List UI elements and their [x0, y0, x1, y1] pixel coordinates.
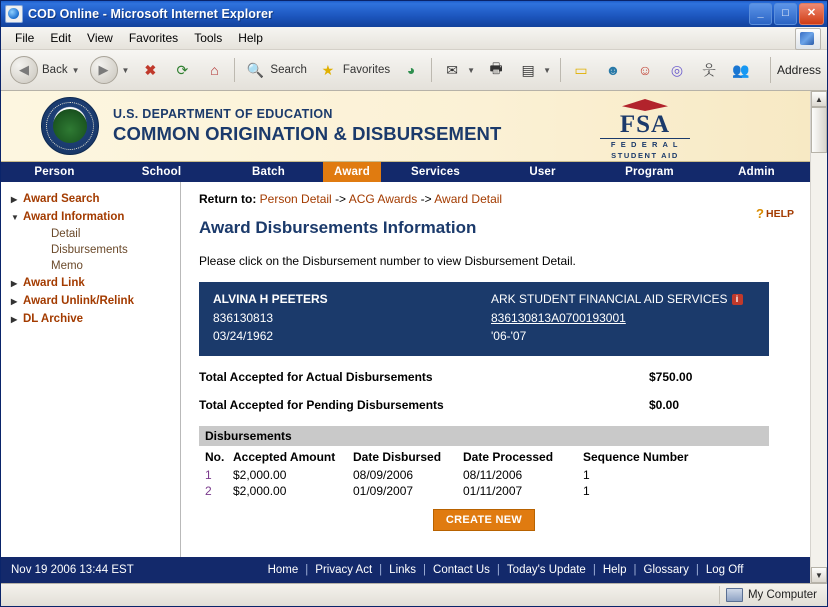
- sidebar-subitem-detail[interactable]: Detail: [51, 228, 81, 240]
- nav-batch[interactable]: Batch: [252, 166, 285, 178]
- sidebar-subitem-disbursements[interactable]: Disbursements: [51, 244, 128, 256]
- vertical-scrollbar[interactable]: [810, 91, 827, 583]
- footer-link-help[interactable]: Help: [602, 564, 627, 576]
- minimize-button[interactable]: [749, 3, 772, 25]
- row-date-processed-cell: 08/11/2006: [463, 467, 523, 482]
- title-bar: [1, 1, 827, 27]
- main-panel: [181, 182, 810, 558]
- sidebar-item-award-information[interactable]: [1, 208, 180, 226]
- window-title: COD Online - Microsoft Internet Explorer: [28, 7, 273, 21]
- star-icon: ★: [321, 61, 335, 78]
- header-sequence-number: Sequence Number: [583, 449, 689, 464]
- department-title: [113, 107, 501, 145]
- header-date-processed: Date Processed: [463, 449, 554, 464]
- nav-person[interactable]: Person: [34, 166, 75, 178]
- footer-link-todays-update[interactable]: Today's Update: [506, 564, 586, 576]
- row-date-disbursed-cell: 01/09/2007: [353, 483, 414, 498]
- disbursements-section-title: Disbursements: [199, 426, 769, 446]
- window-controls: [749, 3, 824, 25]
- close-icon: ✕: [806, 6, 817, 19]
- person-button[interactable]: [693, 55, 725, 85]
- sidebar-item-label: DL Archive: [23, 313, 84, 325]
- totals-section: [199, 370, 769, 412]
- school-name: ARK STUDENT FINANCIAL AID SERVICES: [491, 292, 728, 306]
- footer-links: [231, 564, 810, 576]
- help-label: HELP: [765, 207, 794, 220]
- nav-school[interactable]: School: [141, 166, 182, 178]
- toolbar-separator: [770, 57, 771, 83]
- menu-help[interactable]: Help: [238, 31, 263, 45]
- return-to-label: Return to:: [199, 192, 257, 206]
- forward-arrow-icon: ▶: [90, 56, 118, 84]
- zone-label: My Computer: [747, 589, 817, 601]
- nav-user[interactable]: User: [529, 166, 556, 178]
- zoom-button[interactable]: [661, 55, 693, 85]
- footer-separator: |: [423, 564, 427, 576]
- close-button[interactable]: [799, 3, 824, 25]
- scroll-down-button[interactable]: ▼: [811, 567, 827, 583]
- row-sequence-cell: 1: [583, 483, 590, 498]
- triangle-right-icon: ▶: [11, 314, 18, 324]
- sidebar-subitem-memo[interactable]: Memo: [51, 260, 83, 272]
- breadcrumb-person-detail[interactable]: Person Detail: [259, 192, 332, 206]
- edit-page-icon: ▤: [521, 61, 535, 78]
- student-ssn: 836130813: [213, 310, 274, 325]
- fsa-sub-1: F E D E R A L: [600, 138, 690, 149]
- sidebar-item-label: Award Search: [23, 193, 100, 205]
- scrollbar-track[interactable]: [811, 153, 827, 567]
- nav-admin[interactable]: Admin: [738, 166, 775, 178]
- toolbar-separator: [234, 58, 235, 82]
- scroll-up-button[interactable]: ▲: [811, 91, 827, 107]
- back-button[interactable]: [5, 55, 85, 85]
- stop-icon: ✖: [144, 61, 157, 78]
- messenger-icon: ☻: [605, 62, 621, 78]
- menu-favorites[interactable]: Favorites: [128, 31, 179, 45]
- favorites-button[interactable]: [312, 55, 395, 85]
- footer-link-log-off[interactable]: Log Off: [705, 564, 744, 576]
- help-link[interactable]: [756, 206, 794, 221]
- create-new-button[interactable]: CREATE NEW: [433, 509, 535, 531]
- smiley-icon: ☺: [637, 62, 653, 78]
- home-icon: ⌂: [210, 62, 219, 78]
- nav-award[interactable]: Award: [322, 162, 382, 182]
- maximize-icon: □: [782, 6, 789, 19]
- footer-separator: |: [592, 564, 596, 576]
- mail-icon: ✉: [446, 61, 459, 78]
- sidebar-item-award-link[interactable]: [1, 274, 180, 292]
- refresh-icon: ⟳: [176, 61, 189, 78]
- menu-bar: [1, 27, 827, 50]
- emoticon-button[interactable]: [629, 55, 661, 85]
- fsa-wordmark: FSA: [619, 111, 671, 138]
- total-actual-value: $750.00: [649, 369, 693, 384]
- table-row: [199, 467, 769, 483]
- footer-link-home[interactable]: Home: [267, 564, 299, 576]
- total-pending-label: Total Accepted for Pending Disbursements: [199, 397, 444, 412]
- back-label: Back: [42, 64, 68, 76]
- stop-button[interactable]: [134, 55, 166, 85]
- footer-timestamp: Nov 19 2006 13:44 EST: [11, 564, 134, 576]
- question-mark-icon: ?: [756, 206, 764, 221]
- primary-nav: [1, 162, 810, 182]
- footer-separator: |: [305, 564, 309, 576]
- history-icon: ◕: [406, 62, 416, 78]
- toolbar-separator: [431, 58, 432, 82]
- triangle-down-icon: ▼: [11, 212, 19, 222]
- row-date-processed-cell: 01/11/2007: [463, 483, 523, 498]
- print-button[interactable]: [480, 55, 512, 85]
- home-button[interactable]: [198, 55, 230, 85]
- browser-toolbar: [1, 50, 827, 91]
- security-zone: [719, 586, 823, 604]
- notes-button[interactable]: [565, 55, 597, 85]
- person-icon: 웃: [702, 62, 716, 78]
- nav-services[interactable]: Services: [411, 166, 460, 178]
- chevron-down-icon: ▼: [543, 65, 551, 75]
- row-number-cell[interactable]: [199, 467, 233, 483]
- triangle-right-icon: ▶: [11, 278, 18, 288]
- menu-file[interactable]: File: [15, 31, 35, 45]
- fsa-sub-2: STUDENT AID: [611, 151, 679, 161]
- forward-button[interactable]: [85, 55, 135, 85]
- disbursement-number-link[interactable]: 2: [205, 483, 212, 498]
- disbursements-table: [199, 446, 769, 499]
- toolbar-separator: [560, 58, 561, 82]
- row-number-cell[interactable]: [199, 483, 233, 499]
- page-footer: [1, 557, 810, 583]
- student-summary-box: [199, 282, 769, 356]
- student-identity: [213, 290, 491, 346]
- award-id-link[interactable]: 836130813A0700193001: [491, 310, 626, 325]
- sidebar: [1, 182, 181, 558]
- sidebar-item-dl-archive[interactable]: [1, 310, 180, 328]
- chevron-down-icon: ▼: [467, 65, 476, 75]
- address-label: Address: [776, 63, 821, 77]
- favorites-label: Favorites: [342, 64, 391, 76]
- header-date-disbursed: Date Disbursed: [353, 449, 442, 464]
- footer-separator: |: [695, 564, 699, 576]
- dept-line-1: U.S. DEPARTMENT OF EDUCATION: [113, 107, 333, 121]
- student-dob: 03/24/1962: [213, 329, 274, 344]
- mail-button[interactable]: [436, 55, 480, 85]
- menu-edit[interactable]: Edit: [50, 31, 72, 45]
- sidebar-item-label: Award Unlink/Relink: [23, 295, 134, 307]
- footer-separator: |: [379, 564, 383, 576]
- footer-link-links[interactable]: Links: [389, 564, 417, 576]
- create-new-row: [199, 509, 769, 531]
- menu-view[interactable]: View: [87, 31, 113, 45]
- department-seal-icon: [41, 97, 99, 155]
- sidebar-item-award-search[interactable]: [1, 190, 180, 208]
- search-label: Search: [270, 64, 307, 76]
- student-name: ALVINA H PEETERS: [213, 292, 328, 306]
- sidebar-item-label: Award Link: [23, 277, 85, 289]
- search-icon: 🔍: [246, 61, 265, 78]
- search-button[interactable]: [239, 55, 311, 85]
- award-identity: [491, 290, 757, 346]
- edit-button[interactable]: [512, 55, 556, 85]
- triangle-right-icon: ▶: [11, 194, 18, 204]
- fsa-cap-icon: [622, 99, 668, 111]
- people-icon: 👥: [732, 61, 750, 78]
- history-button[interactable]: [395, 55, 427, 85]
- header-accepted-amount: Accepted Amount: [233, 449, 336, 464]
- footer-link-privacy-act[interactable]: Privacy Act: [315, 564, 373, 576]
- people-button[interactable]: [725, 55, 757, 85]
- page-content: [1, 182, 810, 558]
- magnifier-icon: ◎: [670, 61, 684, 78]
- info-badge-icon: i: [732, 294, 743, 305]
- row-date-disbursed-cell: 08/09/2006: [353, 467, 414, 482]
- breadcrumb-separator: ->: [420, 192, 432, 206]
- row-sequence-cell: 1: [583, 467, 590, 482]
- table-header-row: [199, 446, 769, 467]
- breadcrumb-separator: ->: [335, 192, 347, 206]
- row-amount-cell: $2,000.00: [233, 483, 287, 498]
- ie-logo-icon: [795, 28, 821, 50]
- footer-separator: |: [633, 564, 637, 576]
- breadcrumb: [199, 192, 796, 206]
- award-year: '06-'07: [491, 329, 527, 344]
- back-arrow-icon: ◀: [10, 56, 38, 84]
- site-banner: [1, 91, 810, 162]
- ie-globe-icon: [5, 5, 23, 23]
- total-pending-row: [199, 398, 769, 412]
- header-no: No.: [205, 449, 225, 464]
- total-actual-row: [199, 370, 769, 384]
- chevron-down-icon: ▼: [121, 65, 130, 75]
- fsa-logo: [600, 99, 690, 161]
- school-row: [491, 290, 757, 309]
- disbursement-number-link[interactable]: 1: [205, 467, 212, 482]
- scrollbar-thumb[interactable]: [811, 107, 827, 153]
- status-bar: [1, 583, 827, 606]
- seal-ring: [46, 102, 94, 150]
- computer-icon: [726, 588, 743, 602]
- breadcrumb-acg-awards[interactable]: ACG Awards: [348, 192, 418, 206]
- instruction-text: Please click on the Disbursement number to view Disbursement Detail.: [199, 254, 576, 268]
- printer-icon: 🖶: [489, 60, 503, 76]
- total-pending-value: $0.00: [649, 397, 680, 412]
- footer-link-contact-us[interactable]: Contact Us: [433, 564, 490, 576]
- messenger-button[interactable]: [597, 55, 629, 85]
- nav-program[interactable]: Program: [625, 166, 674, 178]
- refresh-button[interactable]: [166, 55, 198, 85]
- row-amount-cell: $2,000.00: [233, 467, 287, 482]
- page-title: Award Disbursements Information: [199, 218, 477, 237]
- footer-separator: |: [496, 564, 500, 576]
- sidebar-item-label: Award Information: [23, 211, 125, 223]
- triangle-right-icon: ▶: [11, 296, 18, 306]
- chevron-down-icon: ▼: [71, 65, 80, 75]
- web-page: [1, 91, 810, 583]
- sidebar-item-award-unlink-relink[interactable]: [1, 292, 180, 310]
- menu-tools[interactable]: Tools: [194, 31, 223, 45]
- total-actual-label: Total Accepted for Actual Disbursements: [199, 369, 433, 384]
- page-viewport: [1, 91, 827, 583]
- breadcrumb-award-detail[interactable]: Award Detail: [434, 192, 503, 206]
- table-row: [199, 483, 769, 499]
- maximize-button[interactable]: [774, 3, 797, 25]
- note-icon: ▭: [574, 61, 588, 78]
- dept-line-2: COMMON ORIGINATION & DISBURSEMENT: [113, 123, 502, 144]
- footer-link-glossary[interactable]: Glossary: [643, 564, 689, 576]
- minimize-icon: _: [757, 6, 764, 19]
